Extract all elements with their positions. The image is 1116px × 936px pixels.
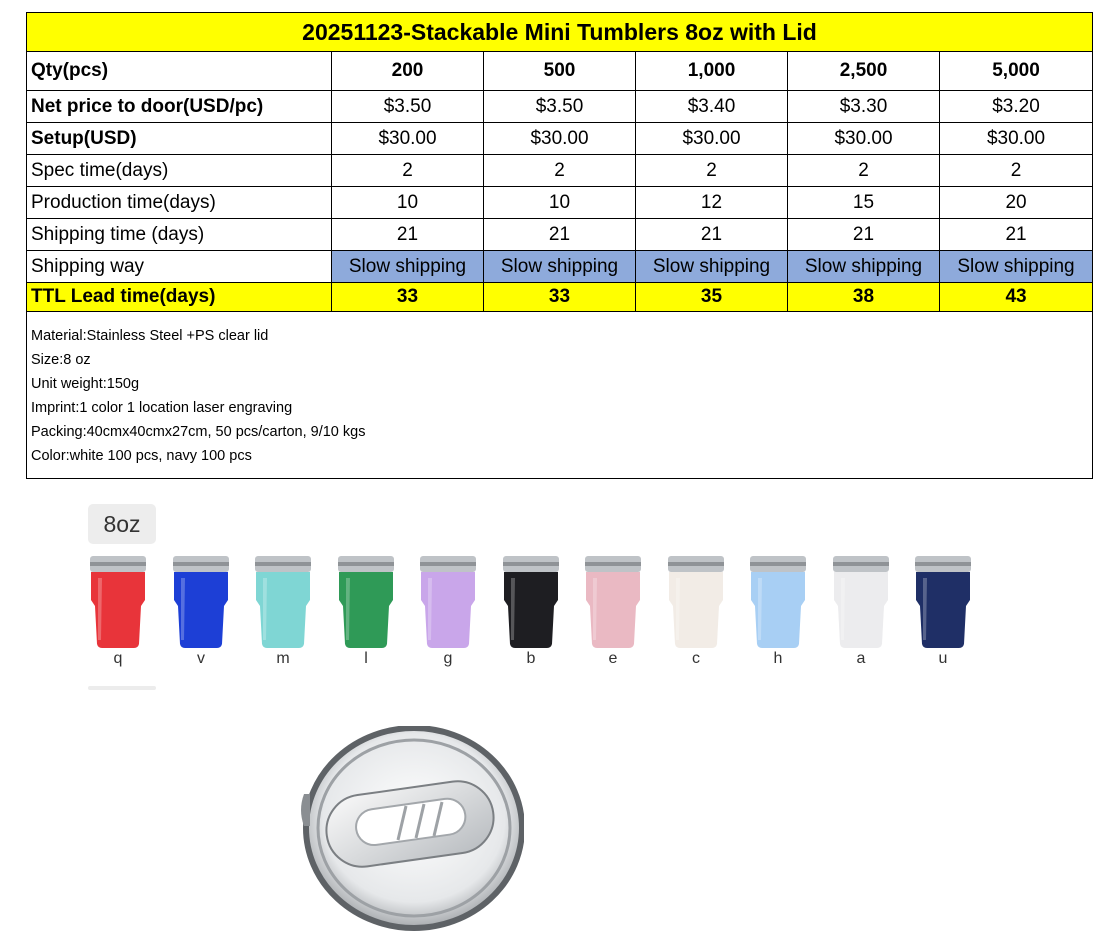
tumbler-swatch-v[interactable] bbox=[171, 556, 231, 650]
tumbler-swatch-c[interactable] bbox=[666, 556, 726, 650]
tumbler-swatch-u[interactable] bbox=[913, 556, 973, 650]
color-code-label: m bbox=[276, 650, 290, 667]
cell: 2 bbox=[636, 155, 788, 187]
cell: 21 bbox=[332, 219, 484, 251]
color-code-label: q bbox=[113, 650, 123, 667]
color-code-label: a bbox=[856, 650, 866, 667]
tumbler-swatch-b[interactable] bbox=[501, 556, 561, 650]
tumbler-swatch-a[interactable] bbox=[831, 556, 891, 650]
color-code-label: b bbox=[526, 650, 536, 667]
cell: 21 bbox=[636, 219, 788, 251]
tumbler-swatch-l[interactable] bbox=[336, 556, 396, 650]
row-label: Shipping way bbox=[27, 251, 332, 283]
note-packing: Packing:40cmx40cmx27cm, 50 pcs/carton, 9/10 kgs bbox=[31, 424, 366, 440]
cell: 21 bbox=[484, 219, 636, 251]
cell: 20 bbox=[940, 187, 1093, 219]
color-code-label: h bbox=[773, 650, 783, 667]
cell: $3.20 bbox=[940, 91, 1093, 123]
cell: 5,000 bbox=[940, 52, 1093, 91]
tumbler-swatch-g[interactable] bbox=[418, 556, 478, 650]
cell: 43 bbox=[940, 283, 1093, 312]
size-swatch-secondary[interactable] bbox=[88, 686, 156, 690]
color-code-label: l bbox=[364, 650, 368, 667]
color-code-label: e bbox=[608, 650, 618, 667]
cell: Slow shipping bbox=[332, 251, 484, 283]
cell: $3.40 bbox=[636, 91, 788, 123]
cell: Slow shipping bbox=[636, 251, 788, 283]
tumbler-swatch-h[interactable] bbox=[748, 556, 808, 650]
cell: 200 bbox=[332, 52, 484, 91]
quote-table bbox=[26, 12, 1093, 479]
spec-notes bbox=[27, 312, 1093, 479]
cell: $3.50 bbox=[484, 91, 636, 123]
cell: 10 bbox=[332, 187, 484, 219]
note-color: Color:white 100 pcs, navy 100 pcs bbox=[31, 448, 252, 464]
cell: $30.00 bbox=[940, 123, 1093, 155]
table-row bbox=[27, 155, 1093, 187]
cell: 38 bbox=[788, 283, 940, 312]
cell: 12 bbox=[636, 187, 788, 219]
table-row bbox=[27, 123, 1093, 155]
row-label: Shipping time (days) bbox=[27, 219, 332, 251]
cell: $30.00 bbox=[636, 123, 788, 155]
color-code-label: g bbox=[443, 650, 453, 667]
cell: $3.30 bbox=[788, 91, 940, 123]
cell: 2,500 bbox=[788, 52, 940, 91]
size-swatch[interactable]: 8oz bbox=[88, 504, 156, 544]
sheet-title: 20251123-Stackable Mini Tumblers 8oz with Lid bbox=[27, 13, 1093, 52]
cell: 2 bbox=[332, 155, 484, 187]
cell: $30.00 bbox=[484, 123, 636, 155]
color-code-label: c bbox=[692, 650, 700, 667]
row-label: Production time(days) bbox=[27, 187, 332, 219]
cell: 10 bbox=[484, 187, 636, 219]
row-label: TTL Lead time(days) bbox=[27, 283, 332, 312]
cell: 1,000 bbox=[636, 52, 788, 91]
tumbler-swatch-e[interactable] bbox=[583, 556, 643, 650]
cell: Slow shipping bbox=[940, 251, 1093, 283]
cell: 33 bbox=[332, 283, 484, 312]
tumbler-swatch-q[interactable] bbox=[88, 556, 148, 650]
note-weight: Unit weight:150g bbox=[31, 376, 140, 392]
cell: 500 bbox=[484, 52, 636, 91]
cell: 21 bbox=[788, 219, 940, 251]
table-row bbox=[27, 187, 1093, 219]
note-material: Material:Stainless Steel +PS clear lid bbox=[31, 328, 269, 344]
tumbler-swatch-m[interactable] bbox=[253, 556, 313, 650]
table-row bbox=[27, 91, 1093, 123]
table-row bbox=[27, 52, 1093, 91]
cell: 2 bbox=[484, 155, 636, 187]
cell: 21 bbox=[940, 219, 1093, 251]
cell: $3.50 bbox=[332, 91, 484, 123]
cell: 2 bbox=[788, 155, 940, 187]
row-label: Spec time(days) bbox=[27, 155, 332, 187]
cell: $30.00 bbox=[332, 123, 484, 155]
row-label: Qty(pcs) bbox=[27, 52, 332, 91]
cell: $30.00 bbox=[788, 123, 940, 155]
cell: Slow shipping bbox=[484, 251, 636, 283]
cell: Slow shipping bbox=[788, 251, 940, 283]
row-label: Setup(USD) bbox=[27, 123, 332, 155]
color-code-label: u bbox=[938, 650, 948, 667]
table-row bbox=[27, 283, 1093, 312]
cell: 35 bbox=[636, 283, 788, 312]
note-imprint: Imprint:1 color 1 location laser engraving bbox=[31, 400, 293, 416]
table-row bbox=[27, 251, 1093, 283]
clear-lid-image bbox=[298, 726, 524, 936]
cell: 2 bbox=[940, 155, 1093, 187]
cell: 15 bbox=[788, 187, 940, 219]
row-label: Net price to door(USD/pc) bbox=[27, 91, 332, 123]
table-row bbox=[27, 219, 1093, 251]
cell: 33 bbox=[484, 283, 636, 312]
color-code-label: v bbox=[197, 650, 205, 667]
note-size: Size:8 oz bbox=[31, 352, 91, 368]
